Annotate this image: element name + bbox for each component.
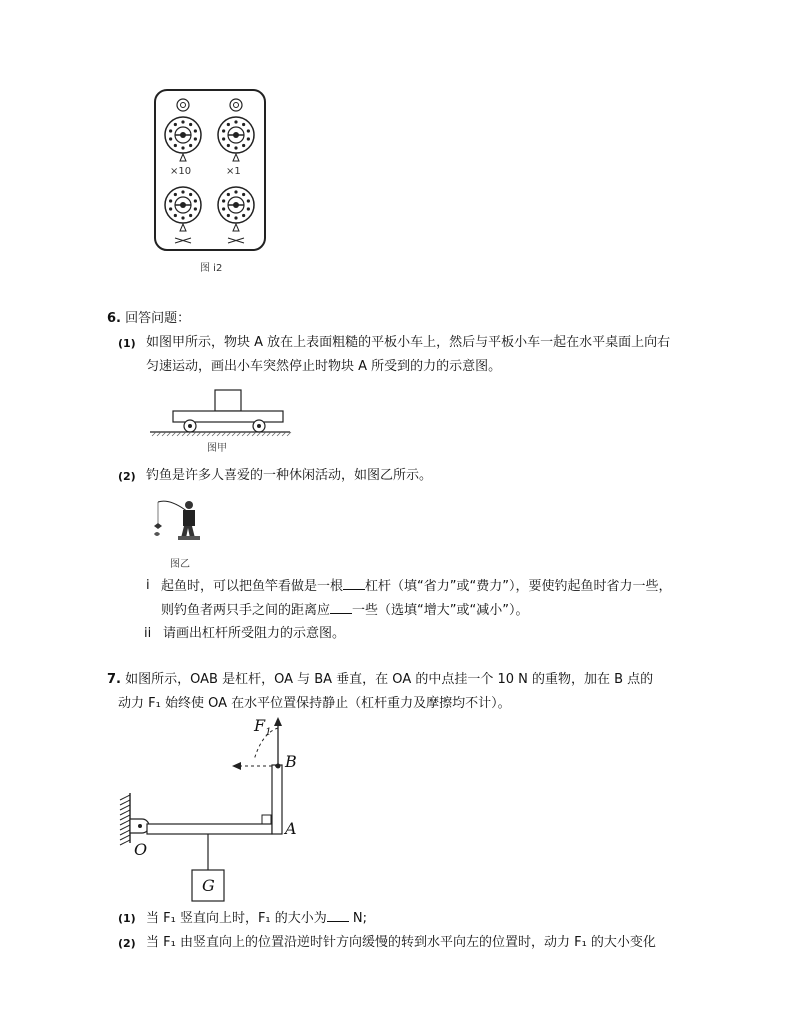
label-b: B: [285, 752, 297, 771]
q6-title: 回答问题：: [125, 311, 191, 326]
q6-p1-number: (1): [118, 337, 136, 350]
fisherman-illustration: [148, 496, 208, 546]
q7-line1-text: 如图所示，OAB 是杠杆，OA 与 BA 垂直，在 OA 的中点挂一个 10 N 的重物，加在 B 点的: [125, 672, 654, 687]
label-f1: [254, 717, 271, 742]
q6-p2-i-line2b: 一些（选填“增大”或“减小”）。: [352, 603, 529, 618]
q6-p1-line1: 如图甲所示，物块 A 放在上表面粗糙的平板小车上，然后与平板小车一起在水平桌面上向右: [146, 335, 671, 350]
q7-line1: [107, 671, 653, 689]
q6-p2-number: (2): [118, 470, 136, 483]
q7-p2-line: 当 F₁ 由竖直向上的位置沿逆时针方向缓慢的转到水平向左的位置时，动力 F₁ 的大小变化: [146, 935, 656, 950]
q7-p1-a: 当 F₁ 竖直向上时，F₁ 的大小为: [146, 911, 327, 926]
label-f1-sub: 1: [265, 727, 272, 739]
block-a: [215, 390, 241, 411]
hand-distance-blank[interactable]: [330, 601, 352, 614]
multiplier-label-1: ×1: [226, 166, 241, 177]
figure-2: [150, 88, 270, 253]
q7-p1-line: [146, 909, 367, 928]
label-f1-letter: F: [254, 716, 266, 735]
label-o: O: [134, 840, 148, 859]
q7-p1-number: (1): [118, 912, 136, 925]
dial-1: [165, 117, 201, 153]
label-a: A: [285, 819, 297, 838]
cart-block-diagram: [148, 388, 293, 438]
figure-2-caption: 图 ⅰ2: [200, 263, 223, 274]
figure-lever: [112, 715, 312, 905]
q7-line2: 动力 F₁ 始终使 OA 在水平位置保持静止（杠杆重力及摩擦均不计）。: [118, 696, 511, 711]
dial-4: [218, 187, 254, 223]
q6-p2-line1: 钓鱼是许多人喜爱的一种休闲活动，如图乙所示。: [146, 468, 433, 483]
figure-cart: [148, 388, 293, 438]
label-g: G: [202, 876, 215, 895]
dial-panel-diagram: [150, 88, 270, 253]
dial-3: [165, 187, 201, 223]
q6-p2-ii-line: 请画出杠杆所受阻力的示意图。: [163, 626, 346, 641]
figure-jia-caption: 图甲: [207, 443, 227, 454]
q6-p2-i-line1b: 杠杆（填“省力”或“费力”），要使钓起鱼时省力一些，: [365, 579, 672, 594]
force-value-blank[interactable]: [327, 909, 349, 922]
q7-p1-b: N;: [352, 911, 368, 926]
q7-number: 7.: [107, 672, 121, 687]
lever-type-blank[interactable]: [343, 577, 365, 590]
dial-2: [218, 117, 254, 153]
q6-p2-i-line2: [161, 601, 528, 620]
q6-p1-line2: 匀速运动，画出小车突然停止时物块 A 所受到的力的示意图。: [146, 359, 502, 374]
q6-p2-i-line1: [161, 577, 671, 596]
q6-p2-ii-number: ii: [144, 626, 152, 641]
q6-number: 6.: [107, 311, 121, 326]
multiplier-label-10: ×10: [170, 166, 192, 177]
figure-fisherman: [148, 496, 208, 546]
q6-p2-i-number: i: [146, 578, 150, 593]
q6-heading: [107, 310, 190, 328]
q6-p2-i-line2a: 则钓鱼者两只手之间的距离应: [161, 603, 331, 618]
q7-p2-number: (2): [118, 937, 136, 950]
q6-p2-i-line1a: 起鱼时，可以把鱼竿看做是一根: [161, 579, 344, 594]
figure-yi-caption: 图乙: [170, 559, 190, 570]
